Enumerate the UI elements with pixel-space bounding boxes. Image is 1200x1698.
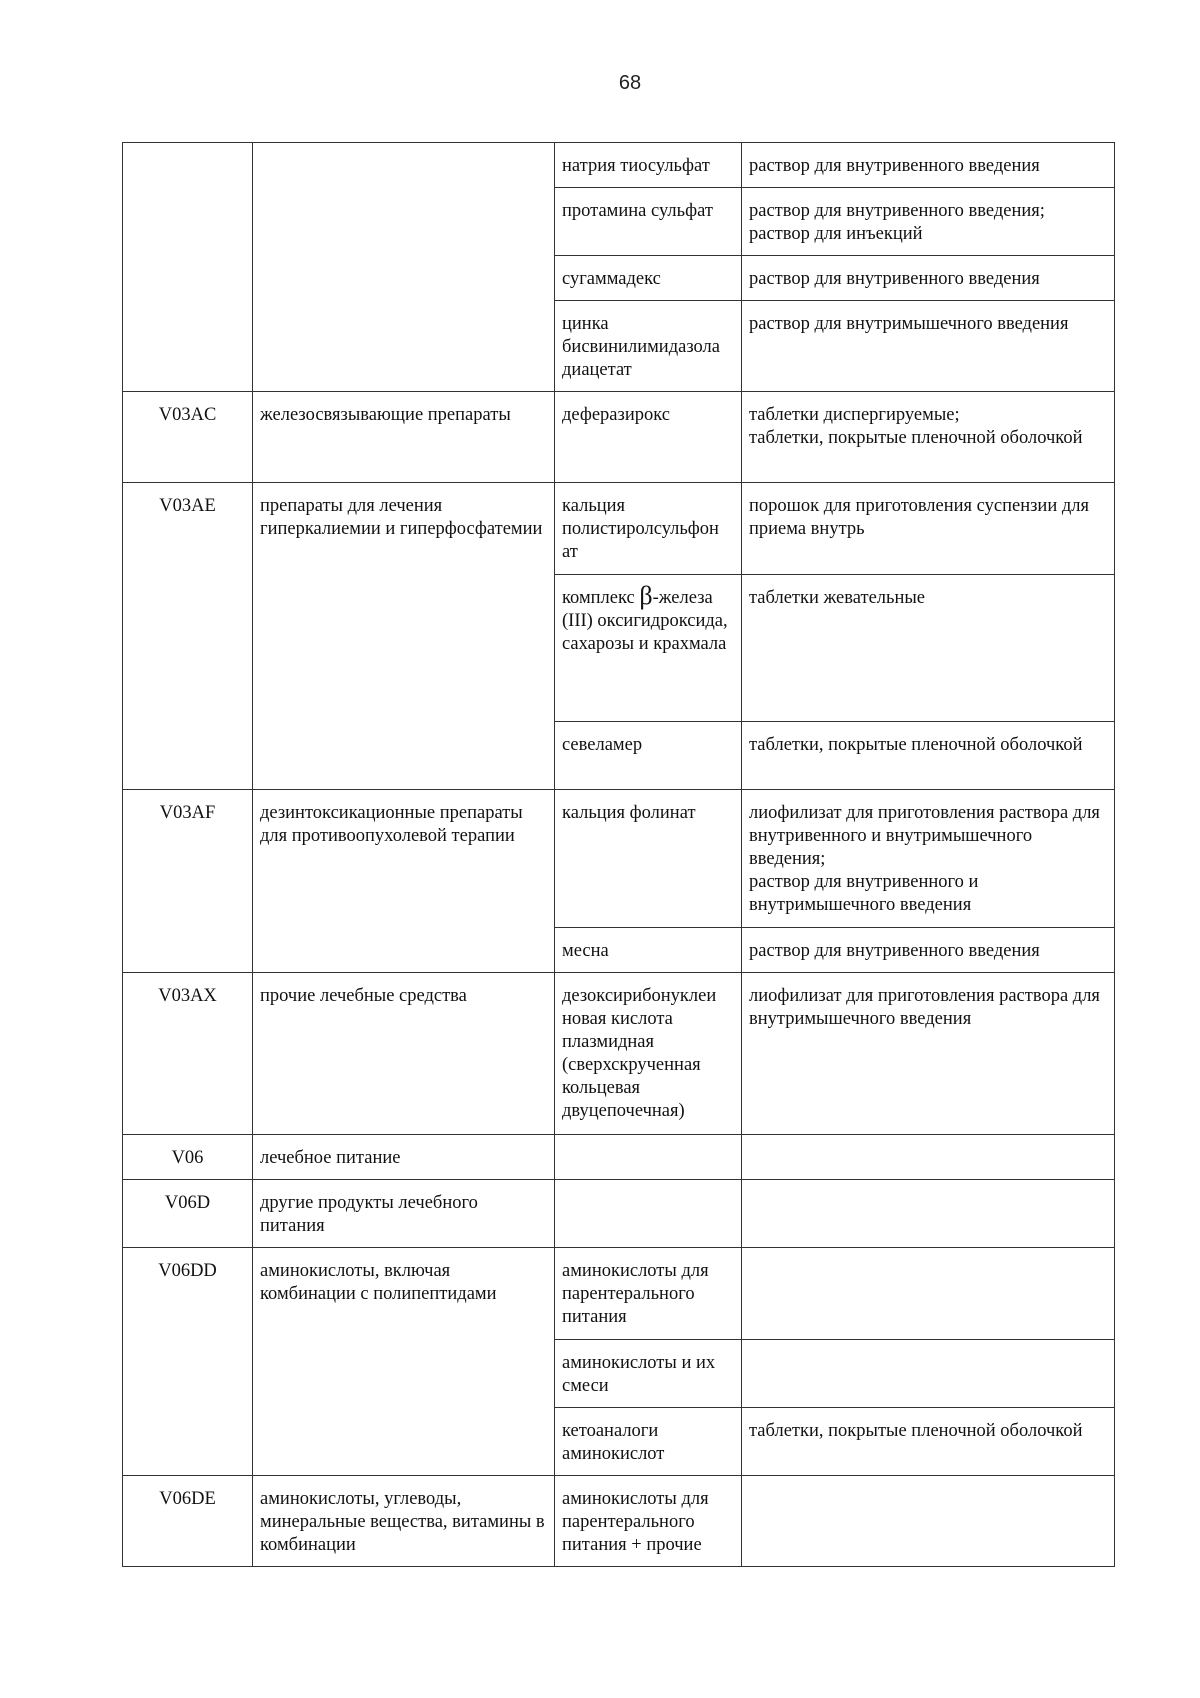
drug-cell: кетоаналоги аминокислот [555, 1408, 742, 1476]
group-cell: прочие лечебные средства [253, 973, 555, 1135]
drug-cell: кальция полистиролсульфон ат [555, 483, 742, 575]
form-cell: таблетки жевательные [742, 575, 1115, 722]
drug-table [122, 142, 1115, 1567]
drug-cell: аминокислоты для парентерального питания + прочие [555, 1476, 742, 1567]
form-cell: лиофилизат для приготовления раствора для внутривенного и внутримышечного введения; раствор для внутривенного и внутримышечного введения [742, 790, 1115, 928]
form-cell [742, 1135, 1115, 1180]
group-cell: другие продукты лечебного питания [253, 1180, 555, 1248]
group-cell: препараты для лечения гиперкалиемии и гиперфосфатемии [253, 483, 555, 790]
drug-text-suffix: -железа (III) оксигидроксида, сахарозы и крахмала [562, 588, 728, 654]
form-cell [742, 1476, 1115, 1567]
drug-cell: кальция фолинат [555, 790, 742, 928]
drug-cell: дезоксирибонуклеи новая кислота плазмидная (сверхскрученная кольцевая двуцепочечная) [555, 973, 742, 1135]
group-cell: дезинтоксикационные препараты для противоопухолевой терапии [253, 790, 555, 973]
drug-text-prefix: комплекс [562, 588, 640, 608]
atc-code-cell: V03AF [123, 790, 253, 973]
drug-cell: аминокислоты для парентерального питания [555, 1248, 742, 1340]
atc-code-cell: V06DE [123, 1476, 253, 1567]
form-cell: раствор для внутривенного введения [742, 256, 1115, 301]
group-cell: аминокислоты, углеводы, минеральные вещества, витамины в комбинации [253, 1476, 555, 1567]
form-cell [742, 1248, 1115, 1340]
form-cell: таблетки диспергируемые; таблетки, покрытые пленочной оболочкой [742, 392, 1115, 483]
form-cell [742, 1180, 1115, 1248]
drug-cell: цинка бисвинилимидазола диацетат [555, 301, 742, 392]
form-cell: раствор для внутривенного введения; раствор для инъекций [742, 188, 1115, 256]
drug-cell: деферазирокс [555, 392, 742, 483]
table-row [123, 392, 1115, 483]
drug-cell: аминокислоты и их смеси [555, 1340, 742, 1408]
form-cell: лиофилизат для приготовления раствора для внутримышечного введения [742, 973, 1115, 1135]
drug-cell: месна [555, 928, 742, 973]
form-cell: раствор для внутривенного введения [742, 143, 1115, 188]
drug-cell [555, 1135, 742, 1180]
atc-code-cell: V03AE [123, 483, 253, 790]
form-cell: раствор для внутривенного введения [742, 928, 1115, 973]
page-number: 68 [618, 72, 642, 94]
drug-cell [555, 1180, 742, 1248]
drug-cell [555, 575, 742, 722]
atc-code-cell: V06D [123, 1180, 253, 1248]
form-cell: раствор для внутримышечного введения [742, 301, 1115, 392]
drug-cell: сугаммадекс [555, 256, 742, 301]
table-row [123, 1180, 1115, 1248]
atc-code-cell: V03AC [123, 392, 253, 483]
table-row [123, 1248, 1115, 1340]
atc-code-cell: V03AX [123, 973, 253, 1135]
atc-code-cell [123, 143, 253, 392]
table-row [123, 1135, 1115, 1180]
form-cell: таблетки, покрытые пленочной оболочкой [742, 1408, 1115, 1476]
form-cell [742, 1340, 1115, 1408]
table-row [123, 1476, 1115, 1567]
group-cell: лечебное питание [253, 1135, 555, 1180]
drug-cell: натрия тиосульфат [555, 143, 742, 188]
drug-cell: протамина сульфат [555, 188, 742, 256]
group-cell: аминокислоты, включая комбинации с полипептидами [253, 1248, 555, 1476]
atc-code-cell: V06DD [123, 1248, 253, 1476]
table-row [123, 973, 1115, 1135]
drug-cell: севеламер [555, 722, 742, 790]
form-cell: таблетки, покрытые пленочной оболочкой [742, 722, 1115, 790]
beta-symbol: β [639, 581, 653, 610]
table-row [123, 483, 1115, 575]
table-row [123, 790, 1115, 928]
table-row [123, 143, 1115, 188]
group-cell [253, 143, 555, 392]
group-cell: железосвязывающие препараты [253, 392, 555, 483]
form-cell: порошок для приготовления суспензии для приема внутрь [742, 483, 1115, 575]
atc-code-cell: V06 [123, 1135, 253, 1180]
